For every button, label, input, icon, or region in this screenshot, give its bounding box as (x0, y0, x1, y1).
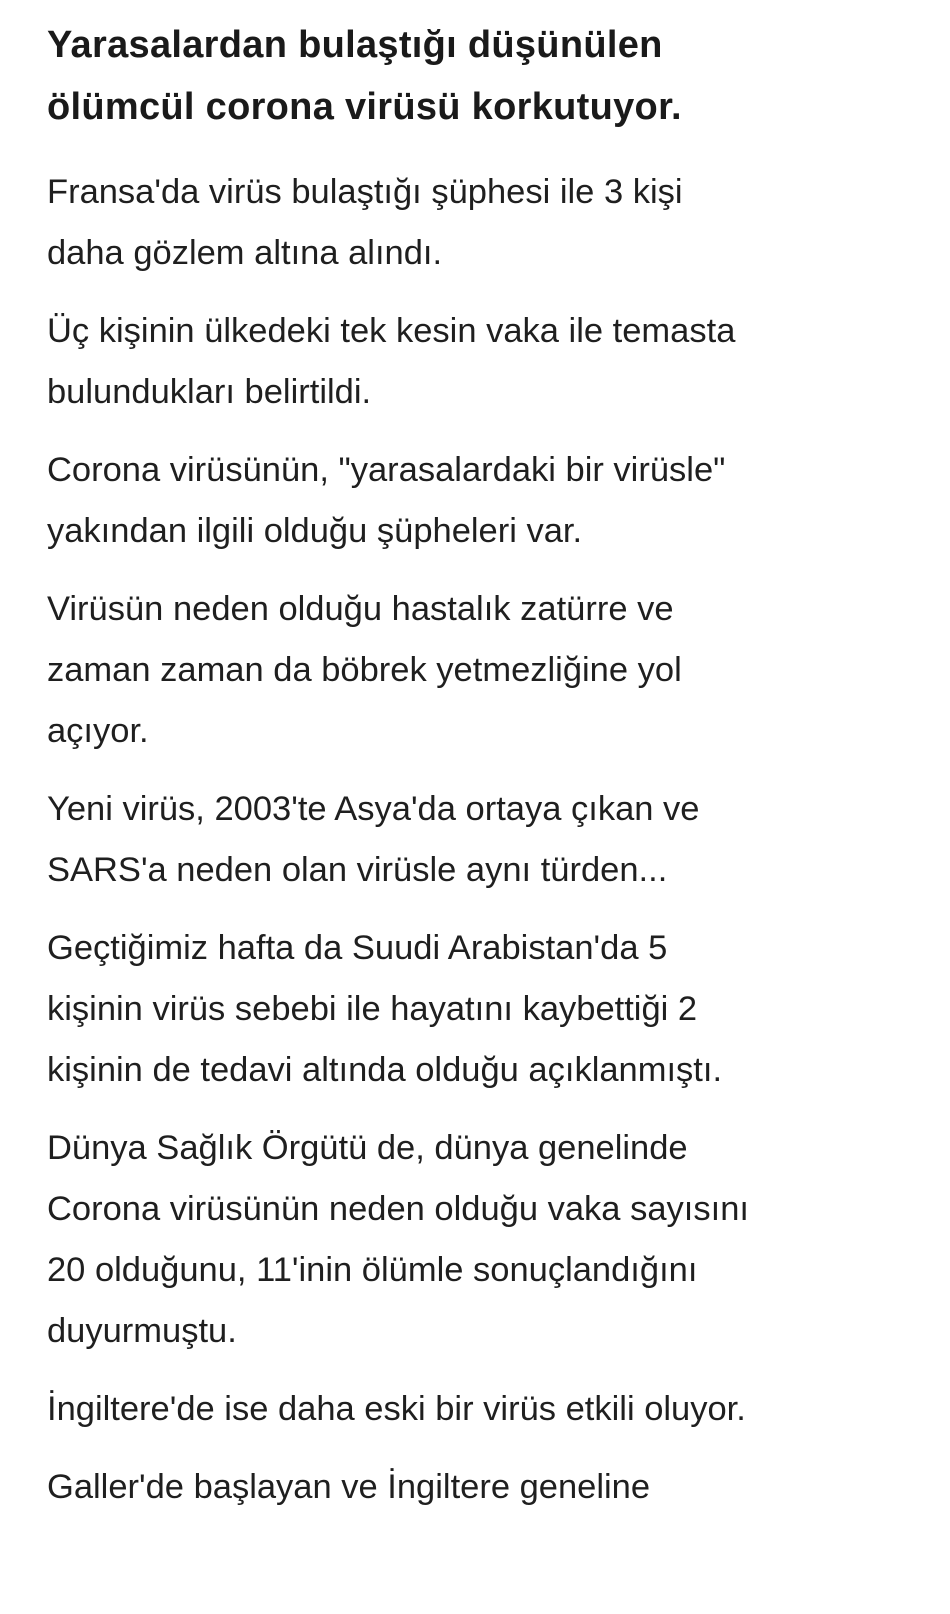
paragraph-england: İngiltere'de ise daha eski bir virüs etkili oluyor. (47, 1390, 746, 1428)
paragraph-contacts: Üç kişinin ülkedeki tek kesin vaka ile temasta bulundukları belirtildi. (47, 312, 736, 411)
article-body (47, 14, 927, 1535)
paragraph-who: Dünya Sağlık Örgütü de, dünya genelinde Corona virüsünün neden olduğu vaka sayısını 20 olduğunu, 11'inin ölümle sonuçlandığını duyurmuştu. (47, 1129, 749, 1350)
paragraph-symptoms: Virüsün neden olduğu hastalık zatürre ve zaman zaman da böbrek yetmezliğine yol açıyor. (47, 590, 682, 750)
paragraph-france: Fransa'da virüs bulaştığı şüphesi ile 3 kişi daha gözlem altına alındı. (47, 173, 683, 272)
paragraph-saudi-arabia: Geçtiğimiz hafta da Suudi Arabistan'da 5 kişinin virüs sebebi ile hayatını kaybettiği 2 kişinin de tedavi altında olduğu açıklanmıştı. (47, 929, 723, 1089)
paragraph-wales: Galler'de başlayan ve İngiltere geneline (47, 1468, 651, 1506)
paragraph-sars: Yeni virüs, 2003'te Asya'da ortaya çıkan ve SARS'a neden olan virüsle aynı türden... (47, 790, 700, 889)
paragraph-bat-virus: Corona virüsünün, "yarasalardaki bir virüsle" yakından ilgili olduğu şüpheleri var. (47, 451, 726, 550)
article-headline: Yarasalardan bulaştığı düşünülen ölümcül corona virüsü korkutuyor. (47, 24, 682, 128)
